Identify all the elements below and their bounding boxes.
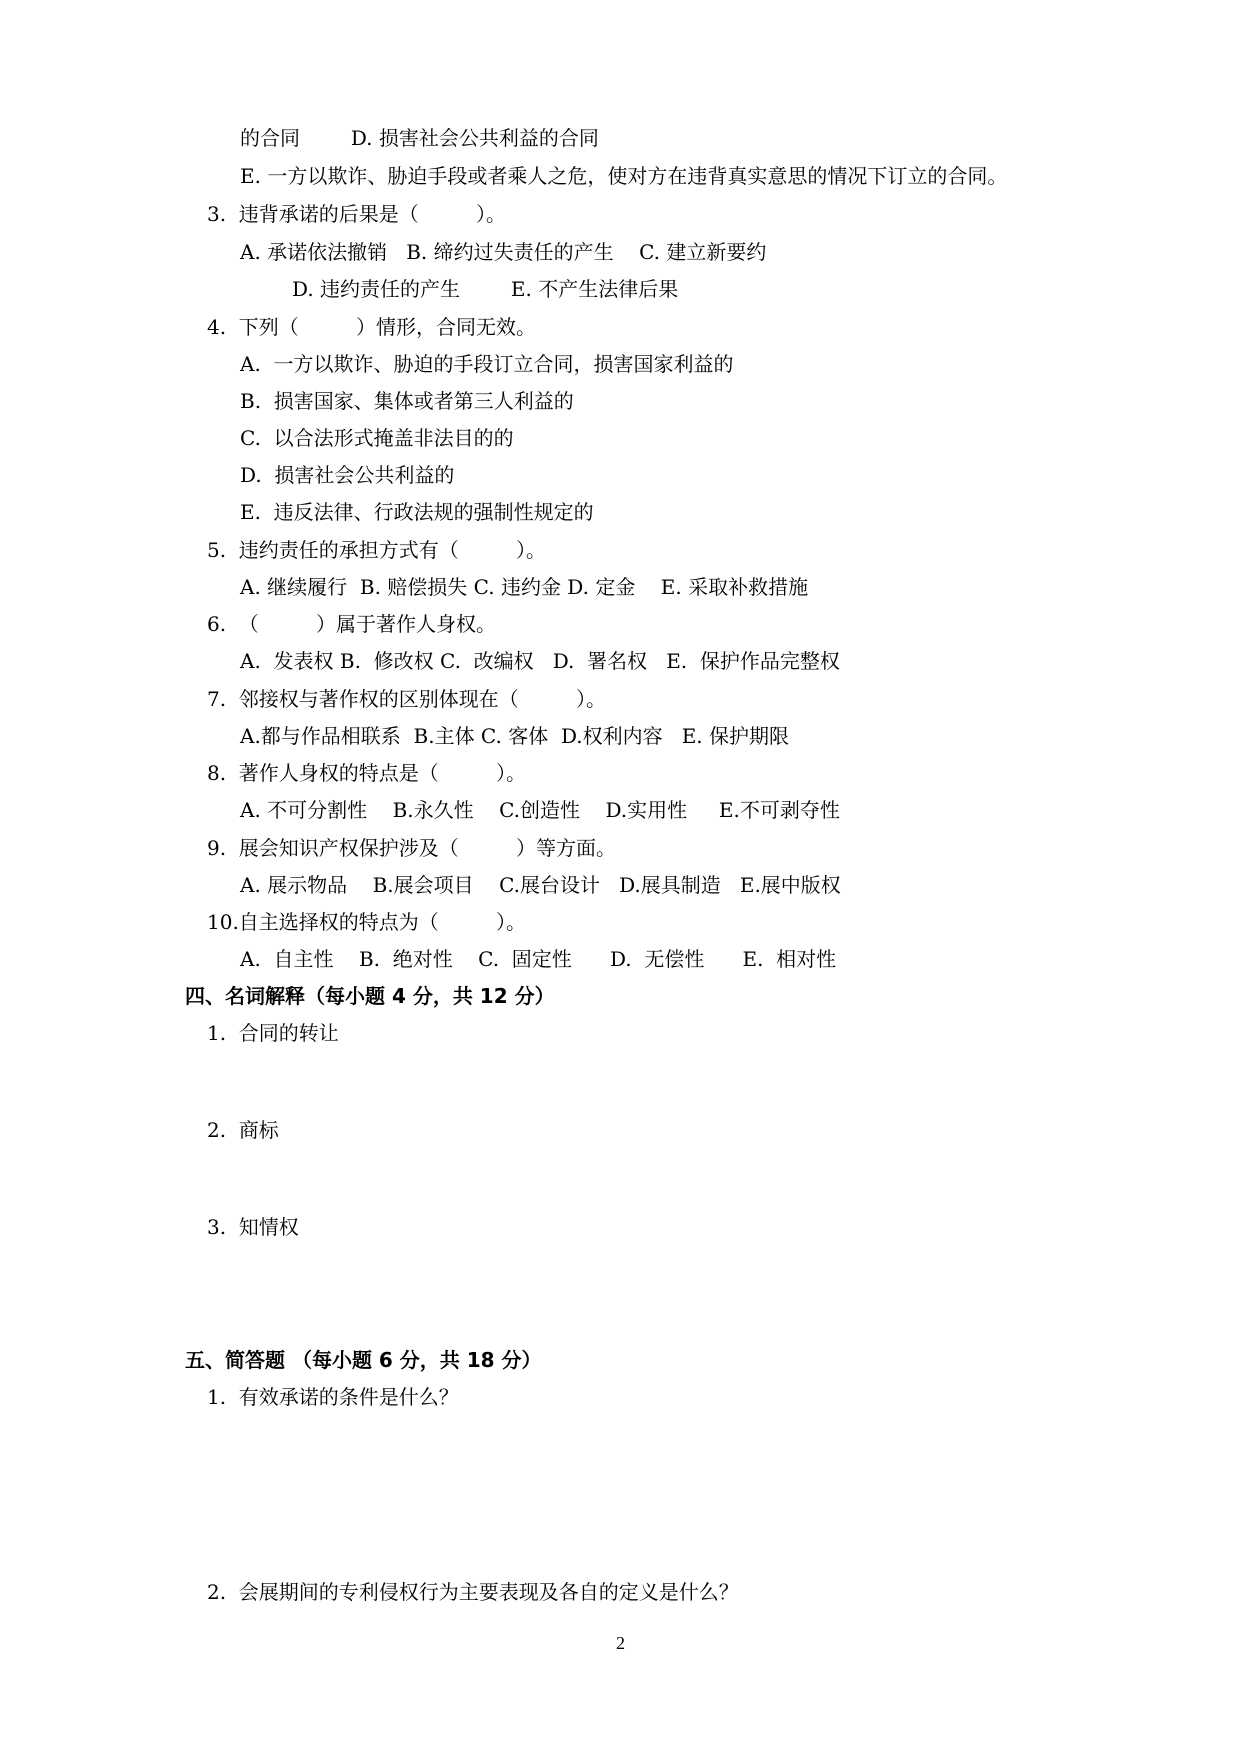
question-9: 9. 展会知识产权保护涉及（ ）等方面。 (207, 836, 617, 860)
question-3: 3. 违背承诺的后果是（ ）。 (207, 202, 507, 226)
page-number: 2 (616, 1633, 625, 1653)
option-line: A. 承诺依法撤销 B. 缔约过失责任的产生 C. 建立新要约 (240, 240, 767, 264)
question-4: 4. 下列（ ）情形，合同无效。 (207, 315, 537, 339)
option-line: D. 违约责任的产生 E. 不产生法律后果 (292, 277, 679, 301)
question-5: 5. 违约责任的承担方式有（ ）。 (207, 538, 547, 562)
section-heading-5: 五、简答题 （每小题 6 分，共 18 分） (185, 1348, 542, 1372)
short-answer-item: 2. 会展期间的专利侵权行为主要表现及各自的定义是什么？ (207, 1580, 739, 1604)
option-line: C. 以合法形式掩盖非法目的的 (240, 426, 514, 450)
option-line: A. 发表权 B. 修改权 C. 改编权 D. 署名权 E. 保护作品完整权 (240, 649, 840, 673)
option-line: 的合同 D. 损害社会公共利益的合同 (240, 126, 599, 150)
term-item: 3. 知情权 (207, 1215, 299, 1239)
short-answer-item: 1. 有效承诺的条件是什么？ (207, 1385, 459, 1409)
term-item: 2. 商标 (207, 1118, 279, 1142)
question-7: 7. 邻接权与著作权的区别体现在（ ）。 (207, 687, 607, 711)
option-line: A. 继续履行 B. 赔偿损失 C. 违约金 D. 定金 E. 采取补救措施 (240, 575, 809, 599)
question-10: 10.自主选择权的特点为（ ）。 (207, 910, 527, 934)
term-item: 1. 合同的转让 (207, 1021, 339, 1045)
option-line: A. 不可分割性 B.永久性 C.创造性 D.实用性 E.不可剥夺性 (240, 798, 840, 822)
question-8: 8. 著作人身权的特点是（ ）。 (207, 761, 527, 785)
option-line: A.都与作品相联系 B.主体 C. 客体 D.权利内容 E. 保护期限 (240, 724, 790, 748)
option-line: E. 一方以欺诈、胁迫手段或者乘人之危，使对方在违背真实意思的情况下订立的合同。 (240, 164, 1008, 188)
option-line: E. 违反法律、行政法规的强制性规定的 (240, 500, 594, 524)
option-line: A. 自主性 B. 绝对性 C. 固定性 D. 无偿性 E. 相对性 (240, 947, 837, 971)
option-line: A. 一方以欺诈、胁迫的手段订立合同，损害国家利益的 (240, 352, 734, 376)
option-line: B. 损害国家、集体或者第三人利益的 (240, 389, 574, 413)
section-heading-4: 四、名词解释（每小题 4 分，共 12 分） (185, 984, 555, 1008)
question-6: 6. （ ）属于著作人身权。 (207, 612, 497, 636)
option-line: A. 展示物品 B.展会项目 C.展台设计 D.展具制造 E.展中版权 (240, 873, 841, 897)
option-line: D. 损害社会公共利益的 (240, 463, 455, 487)
